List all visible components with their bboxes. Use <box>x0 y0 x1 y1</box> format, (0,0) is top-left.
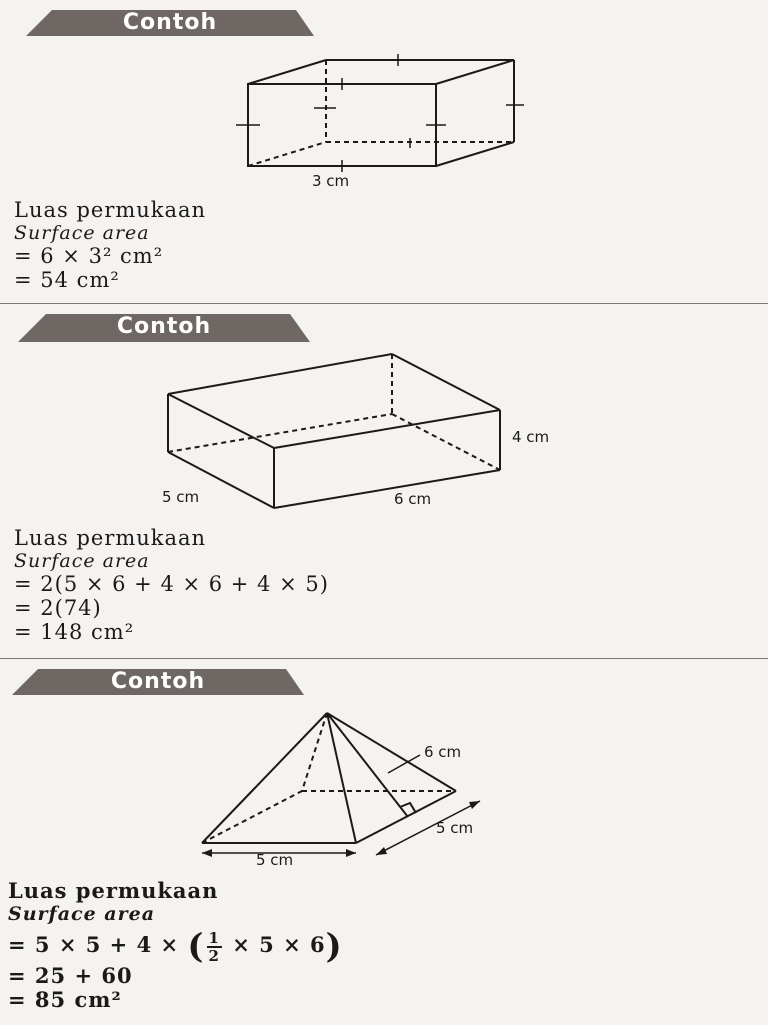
fraction-denominator: 2 <box>208 946 220 965</box>
fraction-half <box>207 930 222 964</box>
width-label: 5 cm <box>162 488 200 506</box>
solution-text <box>8 879 343 1012</box>
step-3: = 148 cm² <box>14 620 135 644</box>
contoh-banner <box>26 10 314 36</box>
cube-diagram <box>230 50 540 180</box>
cuboid-diagram <box>160 348 510 516</box>
step-1-suffix: × 5 × 6 <box>232 932 326 957</box>
step-2: = 54 cm² <box>14 268 120 292</box>
slant-height-label: 6 cm <box>424 743 462 761</box>
banner-label: Contoh <box>116 314 212 339</box>
step-1: = 2(5 × 6 + 4 × 6 + 4 × 5) <box>14 572 329 596</box>
example-cuboid <box>0 303 768 659</box>
step-1: = 6 × 3² cm² <box>14 244 164 268</box>
title-english: Surface area <box>14 550 150 572</box>
example-cube <box>0 0 768 303</box>
paren-open: ( <box>187 926 205 967</box>
fraction-numerator: 1 <box>208 928 220 947</box>
step-2: = 2(74) <box>14 596 102 620</box>
title-english: Surface area <box>14 222 150 244</box>
side-length-label: 5 cm <box>436 819 474 837</box>
example-pyramid <box>0 658 768 1025</box>
solution-text <box>14 526 329 644</box>
paren-close: ) <box>325 926 343 967</box>
title-malay: Luas permukaan <box>14 198 207 222</box>
edge-label: 3 cm <box>312 172 350 190</box>
title-malay: Luas permukaan <box>14 526 207 550</box>
height-label: 4 cm <box>512 428 550 446</box>
length-label: 6 cm <box>394 490 432 508</box>
solution-text <box>14 198 206 292</box>
title-english: Surface area <box>8 903 156 925</box>
banner-label: Contoh <box>122 10 218 35</box>
base-length-label: 5 cm <box>256 851 294 869</box>
banner-label: Contoh <box>110 669 206 694</box>
step-3: = 85 cm² <box>8 986 122 1012</box>
step-1-prefix: = 5 × 5 + 4 × <box>8 932 180 957</box>
title-malay: Luas permukaan <box>8 878 219 903</box>
step-2: = 25 + 60 <box>8 962 133 988</box>
contoh-banner <box>18 314 310 340</box>
step-1 <box>8 926 343 967</box>
contoh-banner <box>12 669 304 695</box>
